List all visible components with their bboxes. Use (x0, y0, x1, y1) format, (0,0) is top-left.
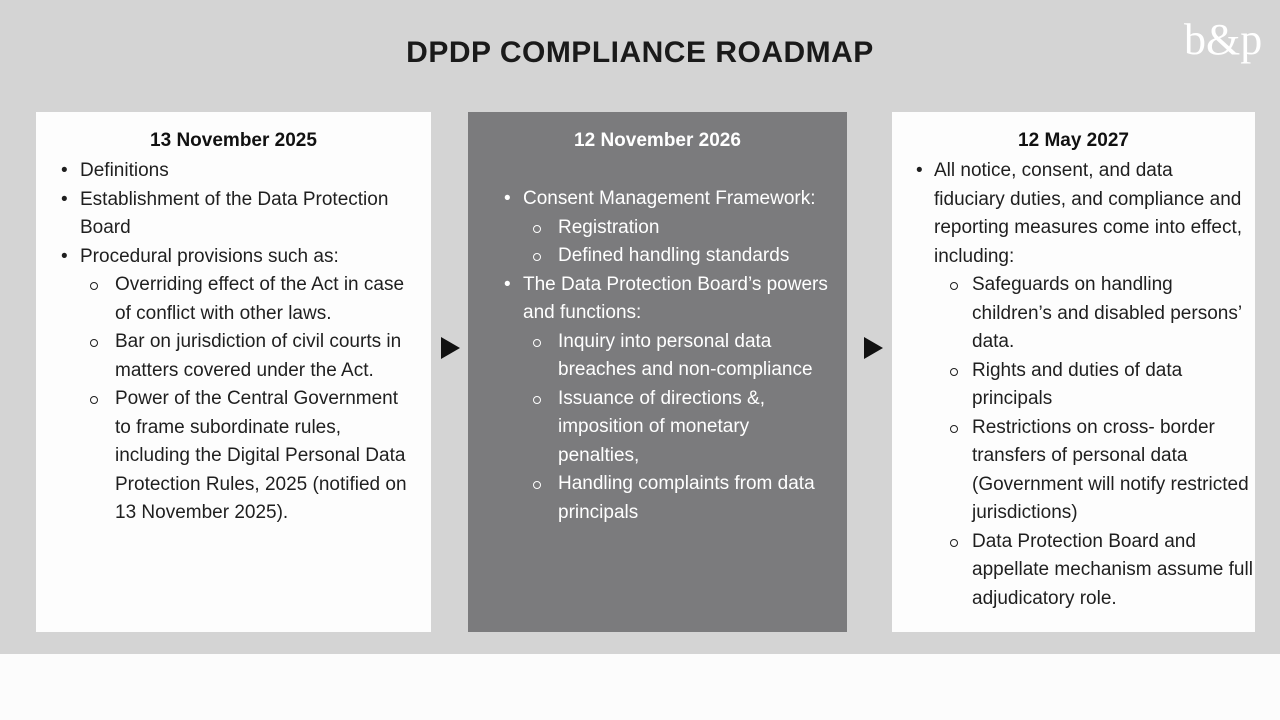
phase-item (892, 157, 1247, 271)
phase-item (36, 186, 415, 243)
phase-card-1 (36, 112, 431, 632)
phase-item (468, 271, 833, 528)
right-arrow-icon (864, 337, 883, 359)
phase-subitem: Data Protection Board and appellate mechanism assume full adjudicatory role. (892, 528, 1255, 614)
phase-subitem: Bar on jurisdiction of civil courts in matters covered under the Act. (80, 328, 415, 385)
phase-subitem: Issuance of directions &, imposition of monetary penalties, (523, 385, 833, 471)
phase-item-text: The Data Protection Board’s powers and functions: (523, 273, 828, 323)
phase-subitem: Defined handling standards (523, 242, 833, 271)
phase-subitem: Handling complaints from data principals (523, 470, 833, 527)
phase-date: 12 November 2026 (574, 130, 741, 151)
phase-date: 12 May 2027 (1018, 130, 1129, 151)
phase-subitems (80, 271, 415, 528)
phase-item-text: Establishment of the Data Protection Board (80, 188, 389, 238)
brand-logo (1184, 8, 1274, 68)
phase-subitems (892, 271, 1255, 613)
phase-item-text: Consent Management Framework: (523, 188, 816, 209)
phase-subitems (523, 328, 833, 528)
phase-subitem: Registration (523, 214, 833, 243)
phase-subitem: Rights and duties of data principals (892, 357, 1255, 414)
phase-date: 13 November 2025 (150, 130, 317, 151)
phase-subitem: Power of the Central Government to frame subordinate rules, including the Digital Personal Data Protection Rules, 2025 (notified on 13 November 2025). (80, 385, 415, 528)
phase-item (36, 243, 415, 528)
phase-item-text: Procedural provisions such as: (80, 245, 339, 267)
phase-subitems (523, 214, 833, 271)
phase-item-text: Definitions (80, 160, 169, 181)
phase-item-text: All notice, consent, and data fiduciary duties, and compliance and reporting measures come into effect, including: (934, 160, 1243, 267)
phase-subitem: Overriding effect of the Act in case of conflict with other laws. (80, 271, 415, 328)
phase-items (36, 157, 431, 528)
logo-text: b&p (1184, 15, 1263, 64)
phase-items (892, 157, 1255, 271)
page-title: DPDP COMPLIANCE ROADMAP (406, 36, 874, 69)
phase-subitem: Restrictions on cross- border transfers of personal data (Government will notify restricted jurisdictions) (892, 414, 1255, 528)
phase-subitem: Inquiry into personal data breaches and non-compliance (523, 328, 833, 385)
phase-item (468, 185, 833, 271)
right-arrow-icon (441, 337, 460, 359)
phase-card-2 (468, 112, 847, 632)
phase-item (36, 157, 415, 186)
phase-subitem: Safeguards on handling children’s and disabled persons’ data. (892, 271, 1255, 357)
phase-items (468, 185, 847, 527)
phase-card-3 (892, 112, 1255, 632)
